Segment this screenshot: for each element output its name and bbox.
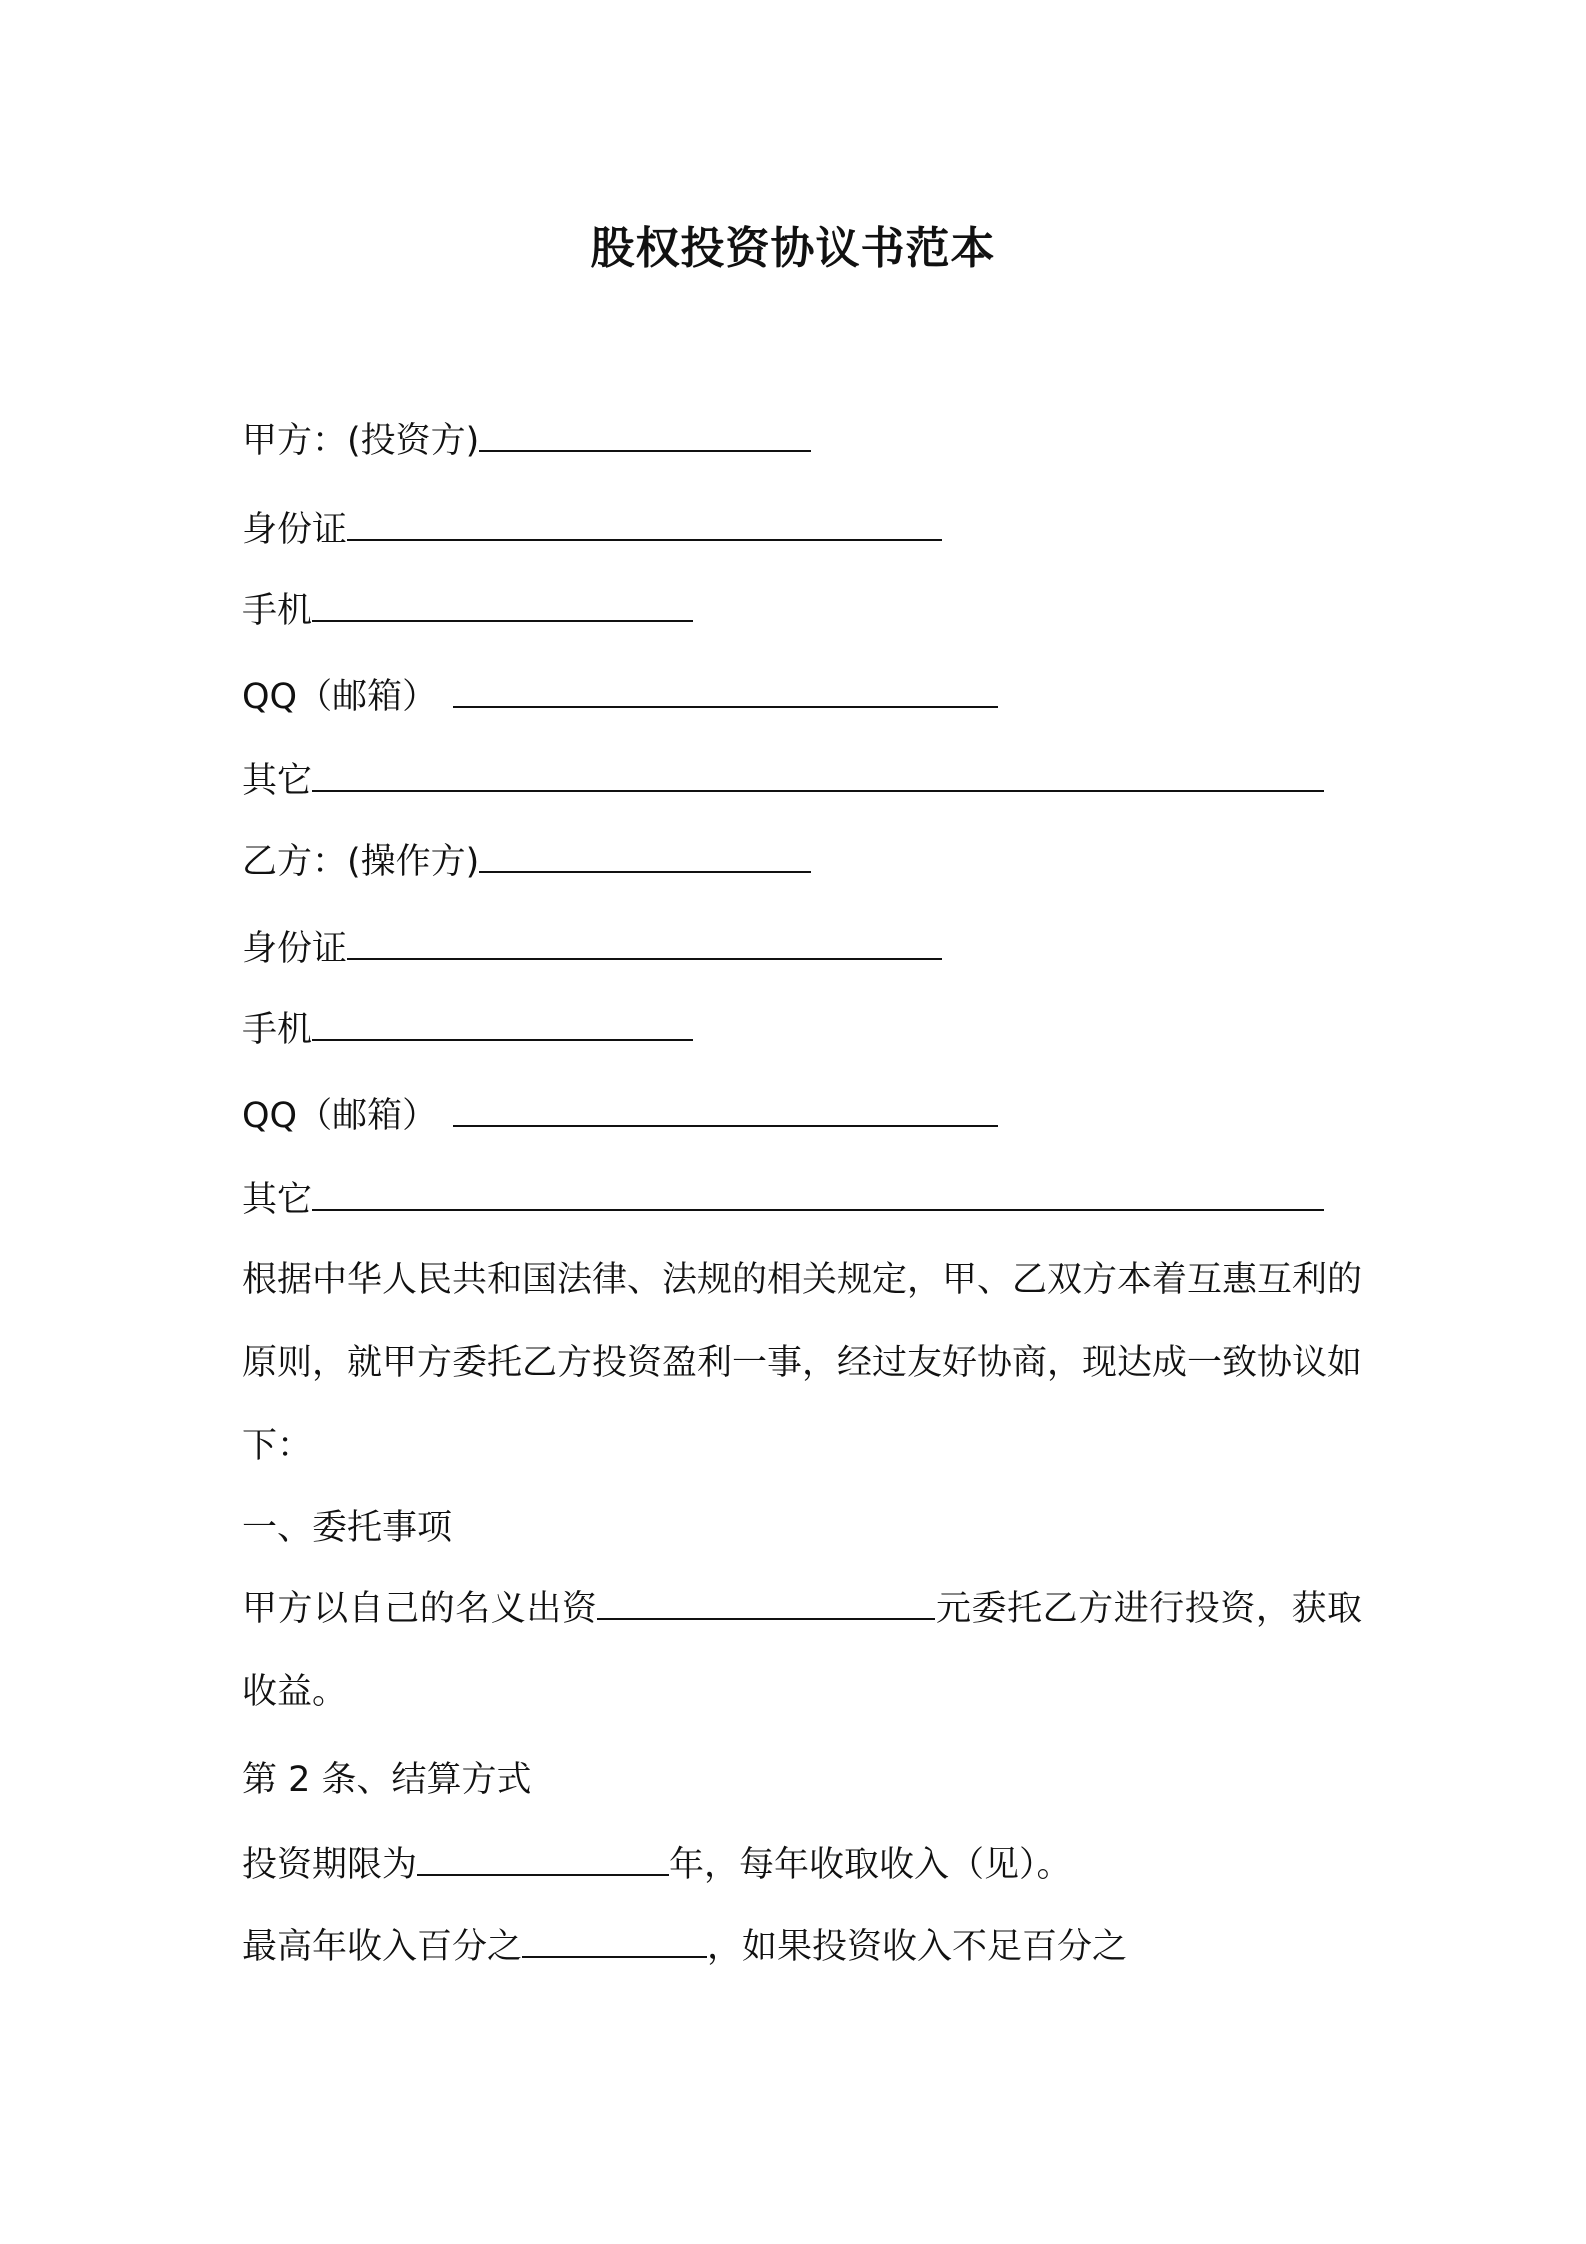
max-text-after: ，如果投资收入不足百分之 — [707, 1927, 1128, 1967]
party-b-id-line — [242, 922, 942, 973]
party-a-name-blank[interactable] — [479, 414, 811, 452]
party-a-other-line — [242, 754, 1324, 805]
section2-heading: 第 2 条、结算方式 — [242, 1760, 532, 1800]
investment-term-line — [242, 1838, 1072, 1889]
section1-text-before: 甲方以自己的名义出资 — [242, 1589, 598, 1629]
max-income-percent-blank[interactable] — [522, 1920, 707, 1958]
party-a-qq-line — [242, 670, 998, 721]
party-b-qq-label: QQ（邮箱） — [242, 1096, 438, 1136]
party-b-other-blank[interactable] — [312, 1173, 1324, 1211]
party-a-qq-label: QQ（邮箱） — [242, 677, 438, 717]
party-b-label: 乙方：(操作方) — [242, 842, 480, 882]
party-b-id-label: 身份证 — [242, 929, 348, 969]
party-a-line — [242, 414, 811, 465]
party-b-id-blank[interactable] — [347, 922, 942, 960]
document-title: 股权投资协议书范本 — [590, 223, 996, 274]
party-a-phone-line — [242, 584, 693, 635]
term-text-after: 年，每年收取收入（见）。 — [669, 1845, 1072, 1885]
max-income-line — [242, 1920, 1127, 1971]
party-b-qq-blank[interactable] — [453, 1089, 998, 1127]
party-b-line — [242, 835, 811, 886]
investment-amount-blank[interactable] — [597, 1582, 935, 1620]
party-b-phone-line — [242, 1003, 693, 1054]
party-b-phone-label: 手机 — [242, 1010, 313, 1050]
party-b-other-label: 其它 — [242, 1180, 313, 1220]
term-text-before: 投资期限为 — [242, 1845, 418, 1885]
party-a-phone-label: 手机 — [242, 591, 313, 631]
investment-term-blank[interactable] — [417, 1838, 669, 1876]
party-a-label: 甲方：(投资方) — [242, 421, 480, 461]
section1-text-after: 元委托乙方进行投资，获取收益。 — [242, 1589, 1362, 1712]
party-a-id-line — [242, 503, 942, 554]
party-a-phone-blank[interactable] — [312, 584, 693, 622]
section1-paragraph — [242, 1568, 1362, 1734]
party-b-name-blank[interactable] — [479, 835, 811, 873]
party-b-qq-line — [242, 1089, 998, 1140]
party-a-id-label: 身份证 — [242, 510, 348, 550]
party-a-other-blank[interactable] — [312, 754, 1324, 792]
preamble-paragraph: 根据中华人民共和国法律、法规的相关规定，甲、乙双方本着互惠互利的原则，就甲方委托乙方投资盈利一事，经过友好协商，现达成一致协议如下： — [242, 1260, 1363, 1466]
party-a-other-label: 其它 — [242, 761, 313, 801]
party-b-other-line — [242, 1173, 1324, 1224]
party-a-qq-blank[interactable] — [453, 670, 998, 708]
party-a-id-blank[interactable] — [347, 503, 942, 541]
party-b-phone-blank[interactable] — [312, 1003, 693, 1041]
section1-heading: 一、委托事项 — [242, 1508, 453, 1548]
max-text-before: 最高年收入百分之 — [242, 1927, 523, 1967]
